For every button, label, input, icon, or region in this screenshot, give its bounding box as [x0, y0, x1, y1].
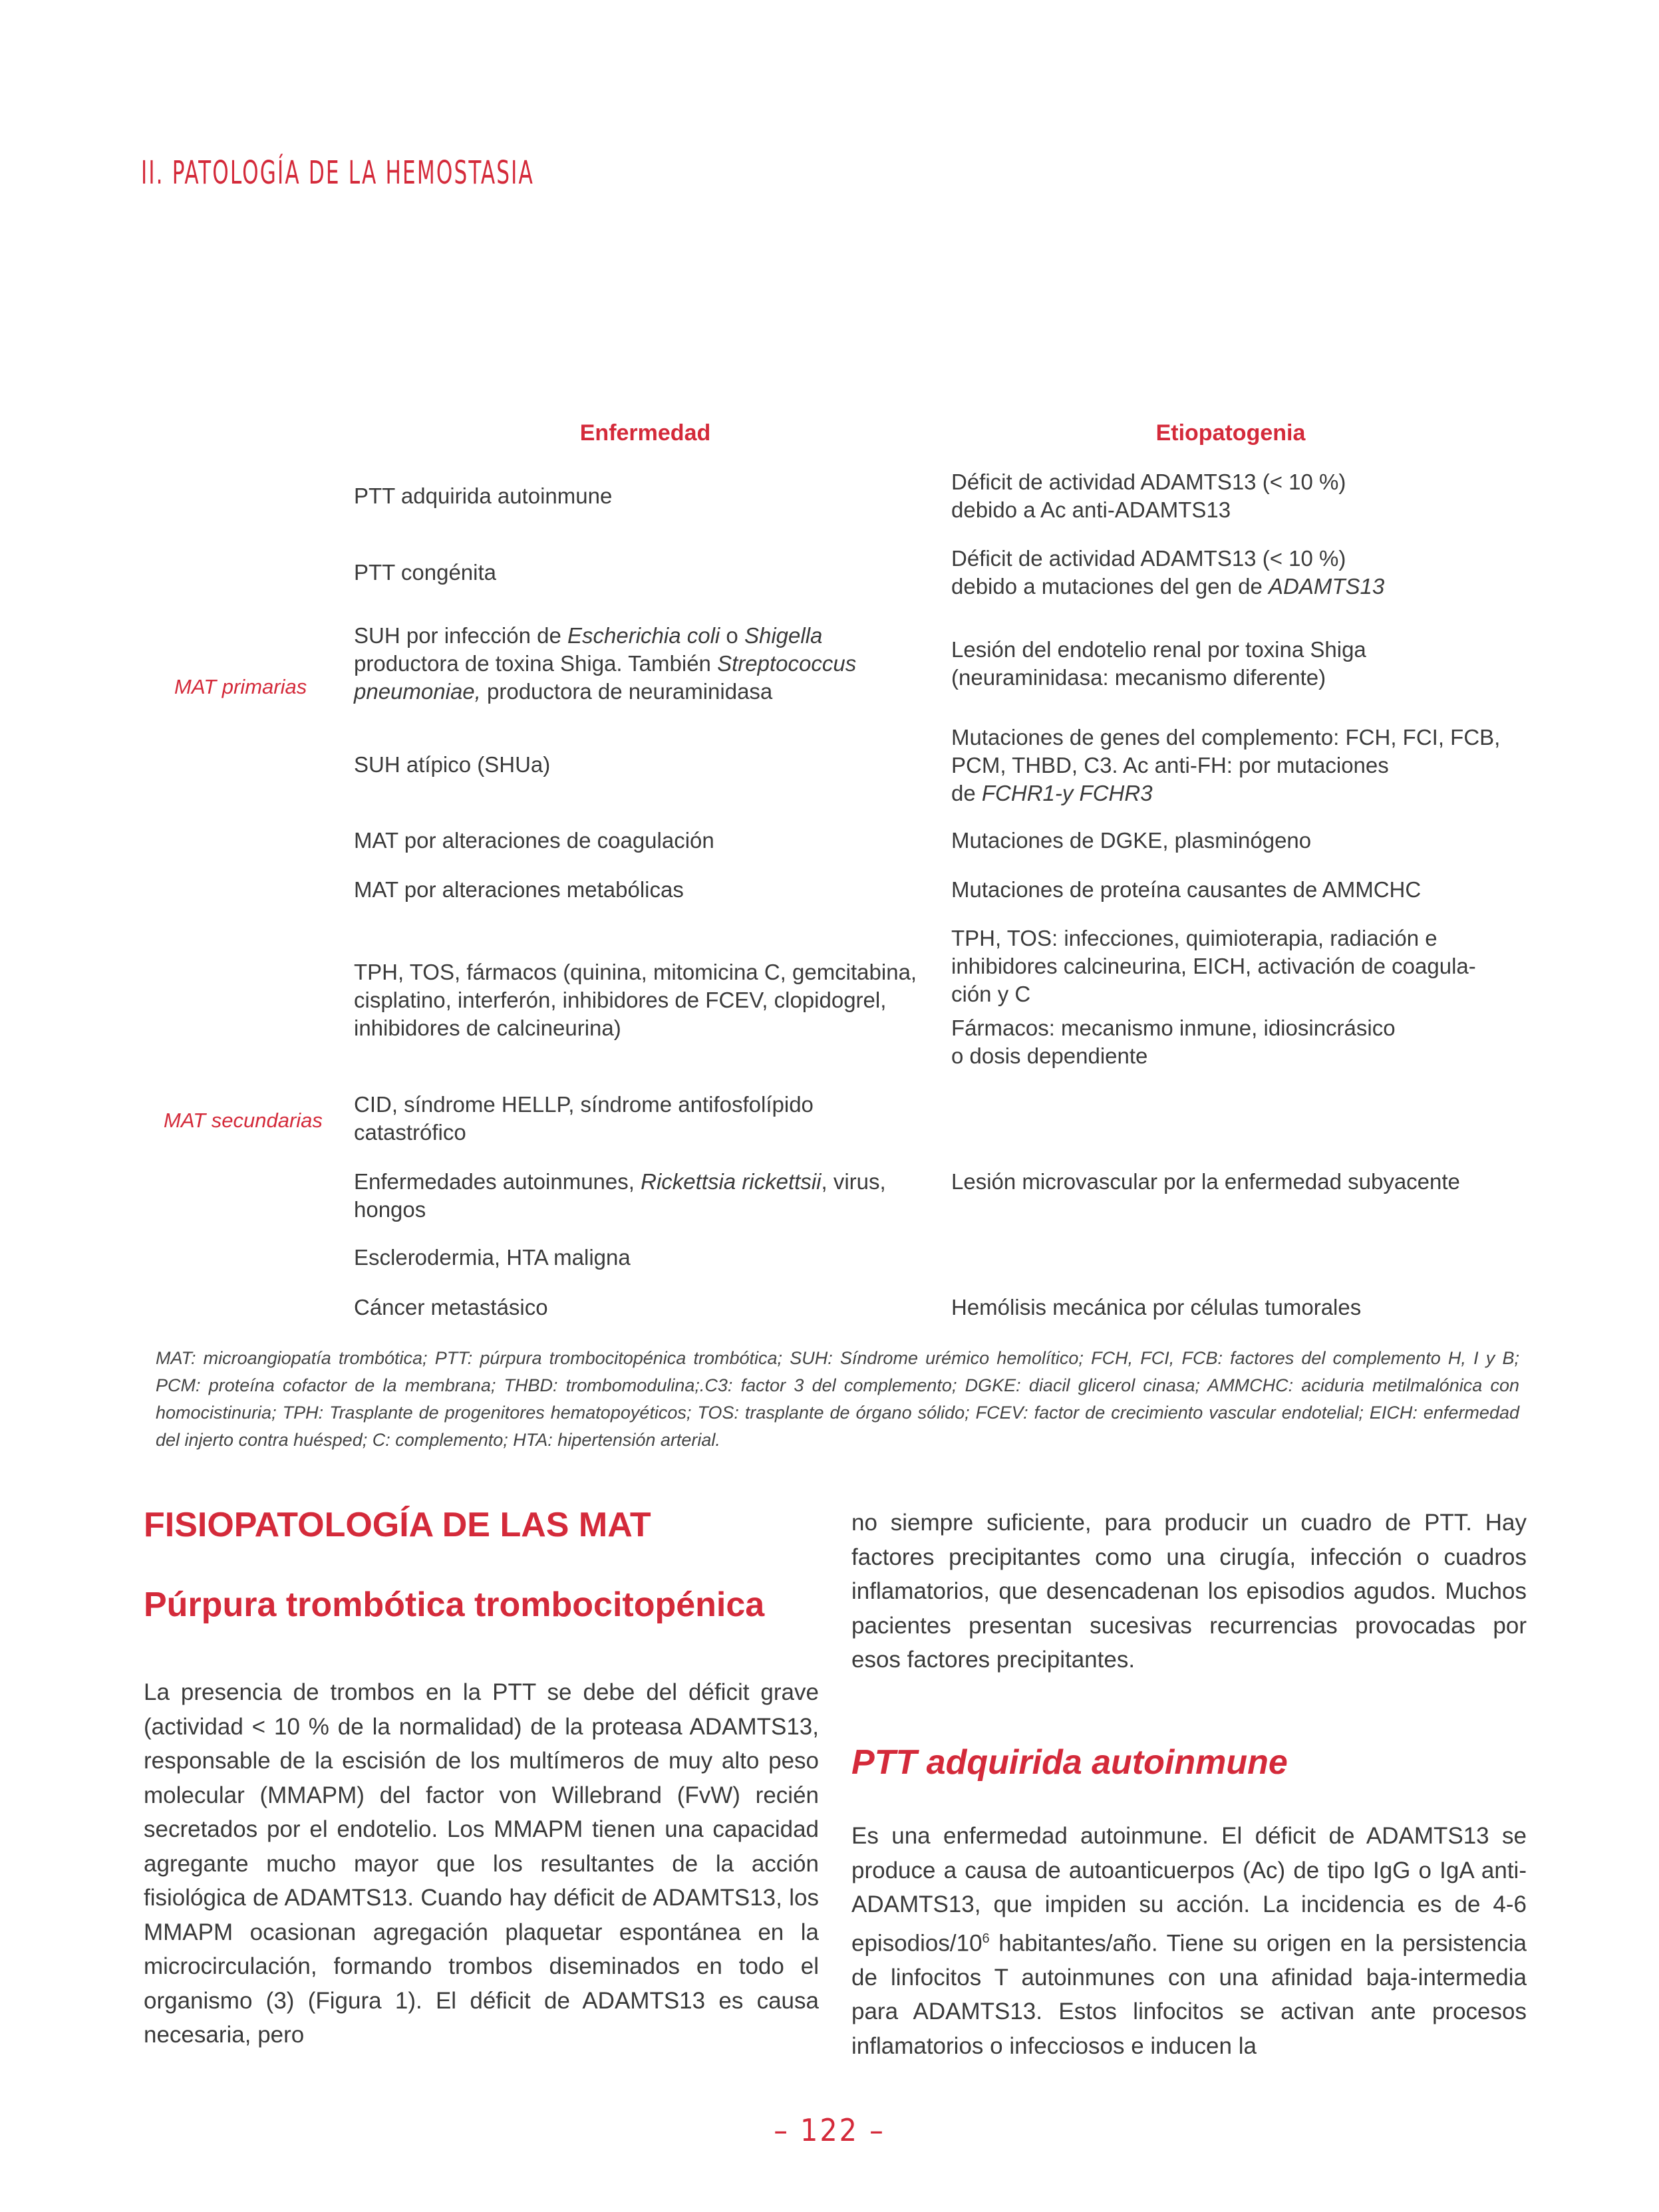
table-row-etio: Mutaciones de DGKE, plasminógeno — [951, 828, 1312, 853]
paragraph-ptt-continued: no siempre suficiente, para producir un cuadro de PTT. Hay factores precipitantes como una cirugía, infección o cuadros inflamatorios, que desencadenan los episodios agudos. Muchos pacientes presentan sucesivas recurrencias provocadas por esos factores precipitantes. — [851, 1510, 1527, 1673]
heading-fisiopatologia: FISIOPATOLOGÍA DE LAS MAT — [144, 1506, 651, 1544]
group-label-secondary: MAT secundarias — [164, 1109, 323, 1132]
table-abbreviations: MAT: microangiopatía trombótica; PTT: púrpura trombocitopénica trombótica; SUH: Síndrome urémico hemolítico; FCH, FCI, FCB: factores del complemento H, I y B; PCM: proteína cofactor de la membrana; THBD: trombomodulina;.C3: factor 3 del complemento; DGKE: diacil glicerol cinasa; AMMCHC: aciduria metilmalónica con homocistinuria; TPH: Trasplante de progenitores hematopoyéticos; TOS: trasplante de órgano sólido; FCEV: factor de crecimiento vascular endotelial; EICH: enfermedad del injerto contra huésped; C: complemento; HTA: hipertensión arterial. — [156, 1348, 1519, 1450]
table-row-disease: Enfermedades autoinmunes, Rickettsia rickettsii, virus, hongos — [354, 1169, 886, 1222]
table-row-disease: SUH atípico (SHUa) — [354, 752, 551, 777]
paragraph-ptt-intro: La presencia de trombos en la PTT se debe del déficit grave (actividad < 10 % de la normalidad) de la proteasa ADAMTS13, responsable de la escisión de los multímeros de muy alto peso molecular (MMAPM) del factor von Willebrand (FvW) recién secretados por el endotelio. Los MMAPM tienen una capacidad agregante mucho mayor que los resultantes de la acción fisiológica de ADAMTS13. Cuando hay déficit de ADAMTS13, los MMAPM ocasionan agregación plaquetar espontánea en la microcirculación, formando trombos diseminados en todo el organismo (3) (Figura 1). El déficit de ADAMTS13 es causa necesaria, pero — [144, 1679, 819, 2048]
table-row-disease: SUH por infección de Escherichia coli o Shigella productora de toxina Shiga. También Streptococcus pneumoniae, productora de neuraminidasa — [354, 623, 857, 704]
heading-purpura: Púrpura trombótica trombocitopénica — [144, 1586, 765, 1624]
table-header-disease: Enfermedad — [579, 420, 711, 446]
heading-ptt-adquirida: PTT adquirida autoinmune — [851, 1743, 1288, 1782]
table-row-etio: Hemólisis mecánica por células tumorales — [951, 1295, 1362, 1319]
section-title: II. PATOLOGÍA DE LA HEMOSTASIA — [141, 154, 534, 192]
group-label-primary: MAT primarias — [174, 675, 307, 698]
table-row-etio: Lesión del endotelio renal por toxina Shiga (neuraminidasa: mecanismo diferente) — [951, 637, 1366, 690]
table-row-disease: MAT por alteraciones de coagulación — [354, 828, 714, 853]
table-row-disease: PTT adquirida autoinmune — [354, 484, 613, 508]
table-row-disease: TPH, TOS, fármacos (quinina, mitomicina C, gemcitabina, cisplatino, interferón, inhibidores de FCEV, clopidogrel, inhibidores de calcineurina) — [354, 960, 917, 1040]
paragraph-ptt-adquirida: Es una enfermedad autoinmune. El déficit de ADAMTS13 se produce a causa de autoanticuerpos (Ac) de tipo IgG o IgA anti-ADAMTS13, que impiden su acción. La incidencia es de 4-6 episodios/$10^6$ habitantes/año. Tiene su origen en la persistencia de linfocitos T autoinmunes con una afinidad baja-intermedia para ADAMTS13. Estos linfocitos se activan ante procesos inflamatorios o infecciosos e inducen la — [851, 1823, 1527, 2059]
table-row-etio: Lesión microvascular por la enfermedad subyacente — [951, 1169, 1460, 1194]
table-row-etio: Fármacos: mecanismo inmune, idiosincrásico o dosis dependiente — [951, 1016, 1396, 1068]
table-row-disease: PTT congénita — [354, 560, 497, 585]
table-row-disease: Cáncer metastásico — [354, 1295, 548, 1319]
table-row-etio: Déficit de actividad ADAMTS13 (< 10 %) debido a mutaciones del gen de ADAMTS13 — [951, 546, 1385, 599]
table-row-disease: CID, síndrome HELLP, síndrome antifosfolípido catastrófico — [354, 1092, 814, 1145]
page-number: – 122 – — [774, 2112, 885, 2148]
table-row-etio: TPH, TOS: infecciones, quimioterapia, radiación e inhibidores calcineurina, EICH, activación de coagula- ción y C — [951, 926, 1476, 1006]
table-row-etio: Déficit de actividad ADAMTS13 (< 10 %) debido a Ac anti-ADAMTS13 — [951, 470, 1346, 522]
table-row-disease: MAT por alteraciones metabólicas — [354, 877, 684, 902]
table-header-etiopathogenesis: Etiopatogenia — [1155, 420, 1306, 446]
table-row-etio: Mutaciones de proteína causantes de AMMCHC — [951, 877, 1422, 902]
table-row-disease: Esclerodermia, HTA maligna — [354, 1245, 631, 1270]
table-row-etio: Mutaciones de genes del complemento: FCH, FCI, FCB, PCM, THBD, C3. Ac anti-FH: por mutaciones de FCHR1-y FCHR3 — [951, 725, 1501, 805]
